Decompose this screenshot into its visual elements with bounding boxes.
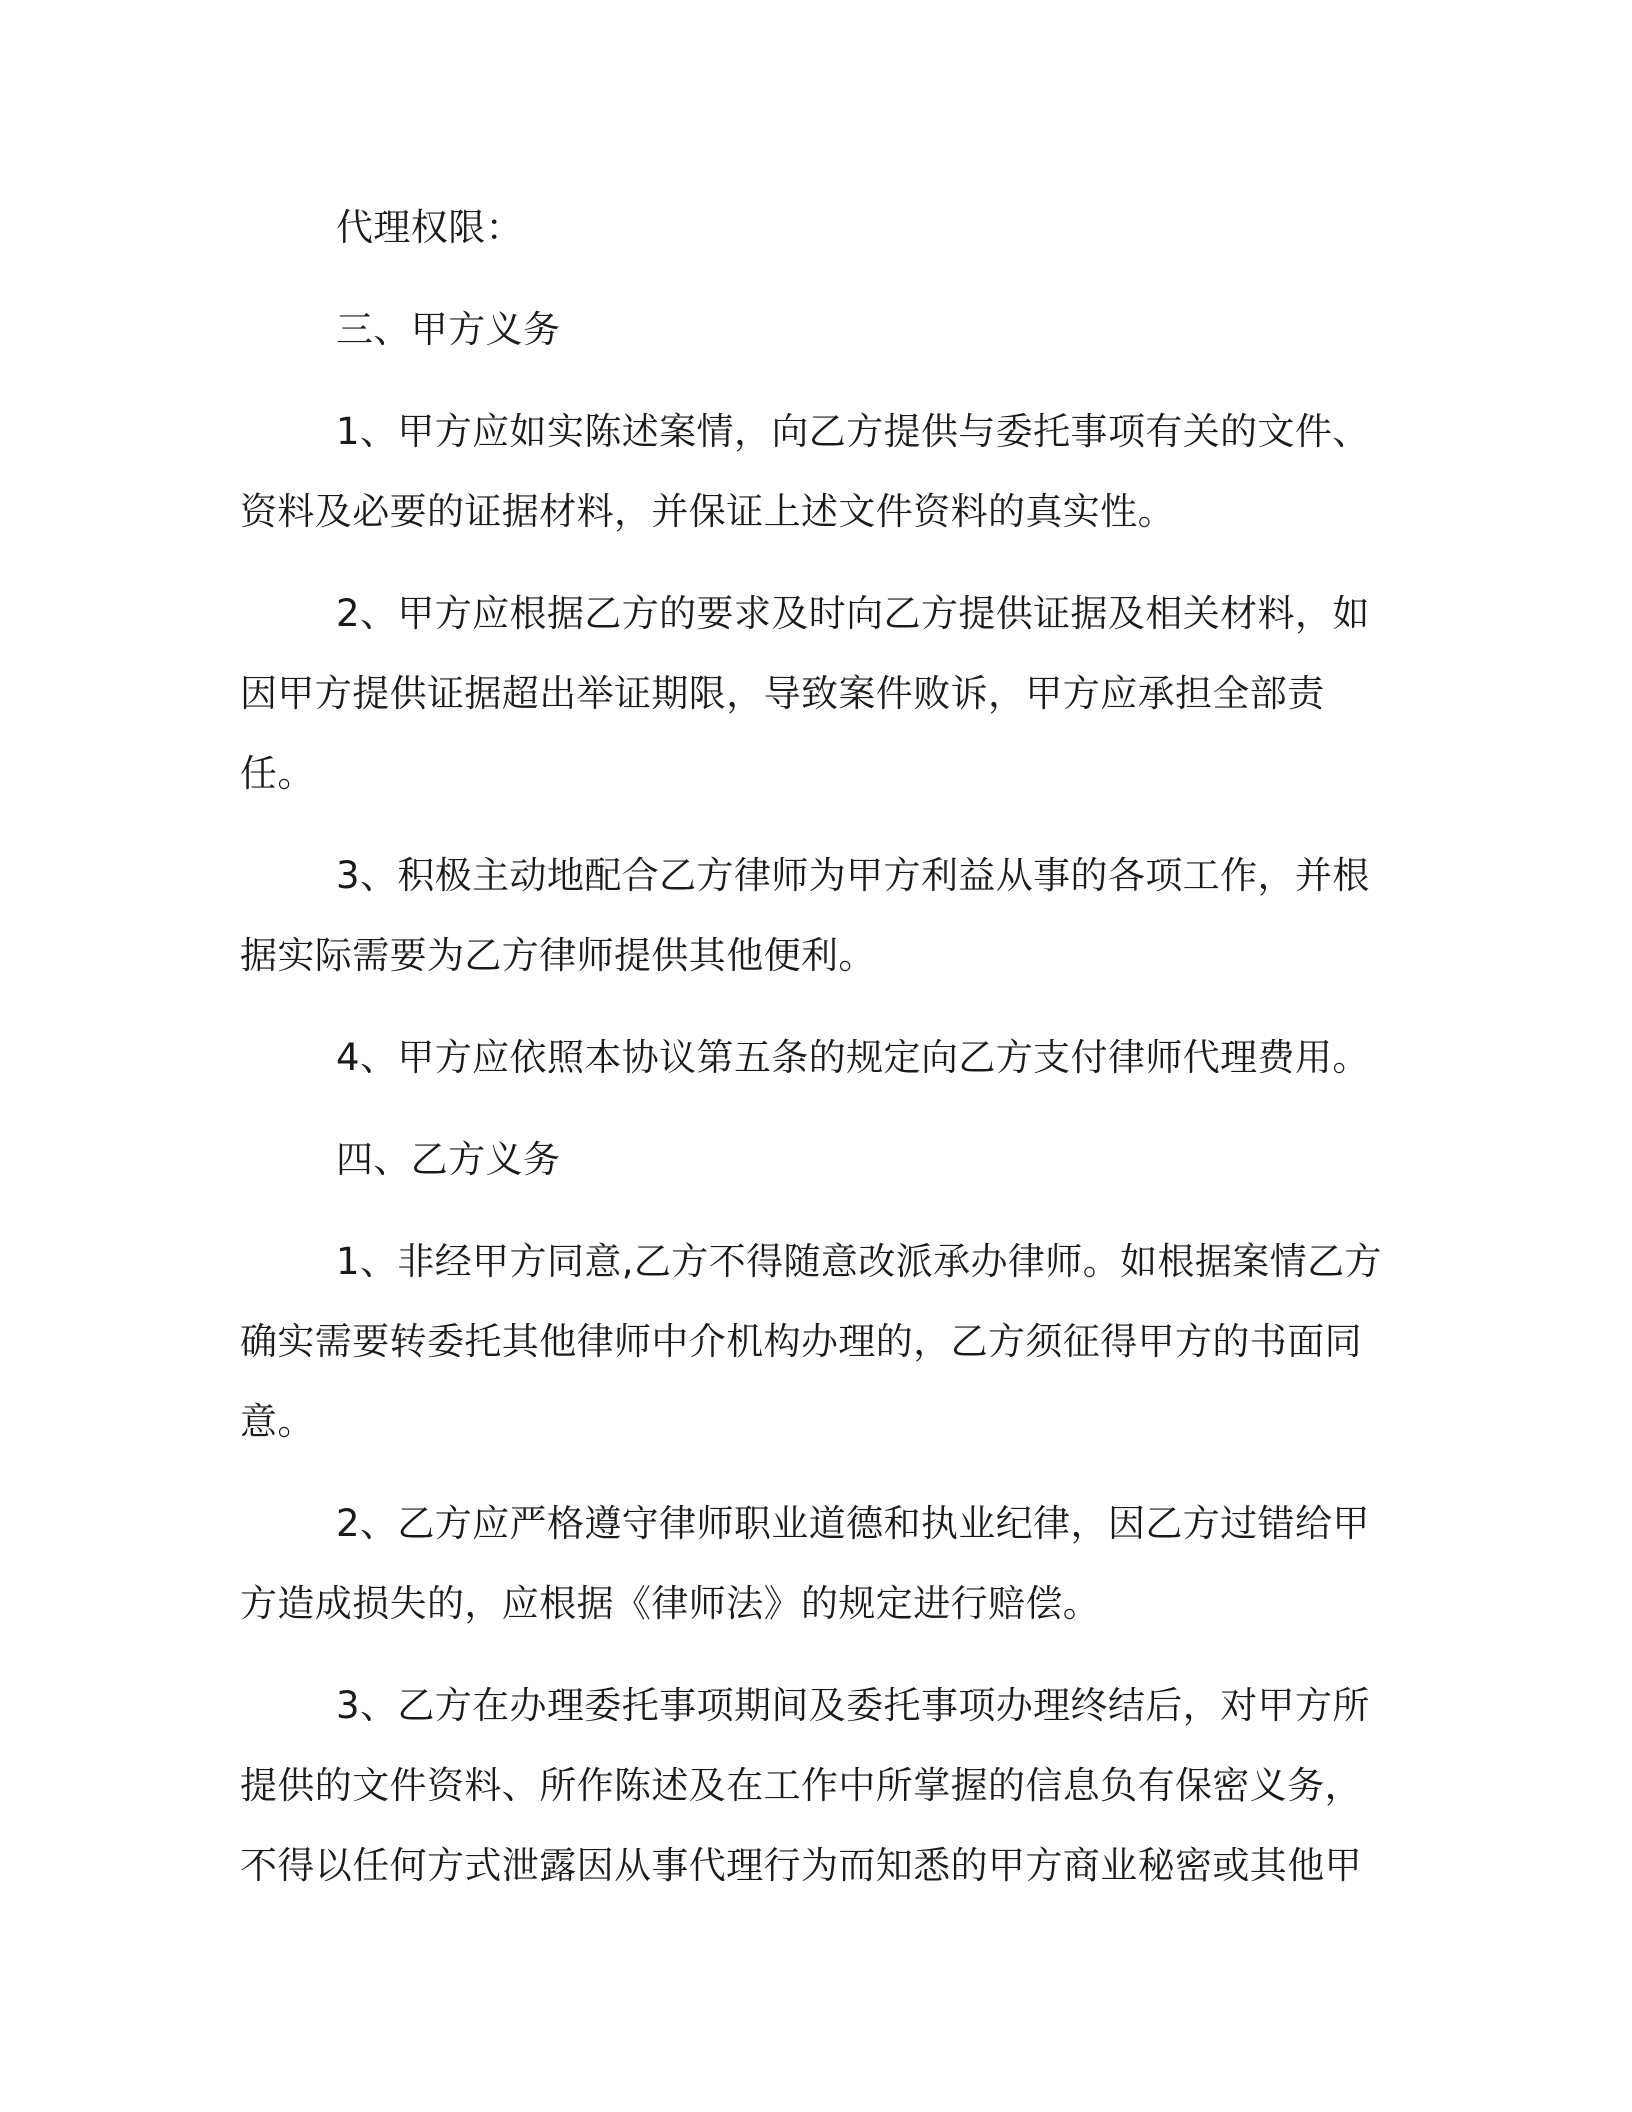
party-b-obligation-1: 1、非经甲方同意,乙方不得随意改派承办律师。如根据案情乙方确实需要转委托其他律师中介机构办理的，乙方须征得甲方的书面同意。: [240, 1240, 1382, 1443]
party-a-obligation-4: 4、甲方应依照本协议第五条的规定向乙方支付律师代理费用。: [336, 1036, 1370, 1079]
party-a-obligation-2: 2、甲方应根据乙方的要求及时向乙方提供证据及相关材料，如因甲方提供证据超出举证期限，导致案件败诉，甲方应承担全部责任。: [240, 592, 1370, 795]
party-a-obligation-1: 1、甲方应如实陈述案情，向乙方提供与委托事项有关的文件、资料及必要的证据材料，并保证上述文件资料的真实性。: [240, 410, 1370, 533]
party-b-obligation-2: 2、乙方应严格遵守律师职业道德和执业纪律，因乙方过错给甲方造成损失的，应根据《律师法》的规定进行赔偿。: [240, 1502, 1370, 1625]
party-b-obligation-3: 3、乙方在办理委托事项期间及委托事项办理终结后，对甲方所提供的文件资料、所作陈述及在工作中所掌握的信息负有保密义务，不得以任何方式泄露因从事代理行为而知悉的甲方商业秘密或其他甲: [240, 1684, 1370, 1887]
agency-scope-label: 代理权限：: [336, 206, 523, 249]
party-a-obligation-3: 3、积极主动地配合乙方律师为甲方利益从事的各项工作，并根据实际需要为乙方律师提供其他便利。: [240, 854, 1370, 977]
section-heading-party-b-obligations: 四、乙方义务: [336, 1138, 561, 1181]
section-heading-party-a-obligations: 三、甲方义务: [336, 308, 561, 351]
document-body: [240, 188, 1390, 1906]
